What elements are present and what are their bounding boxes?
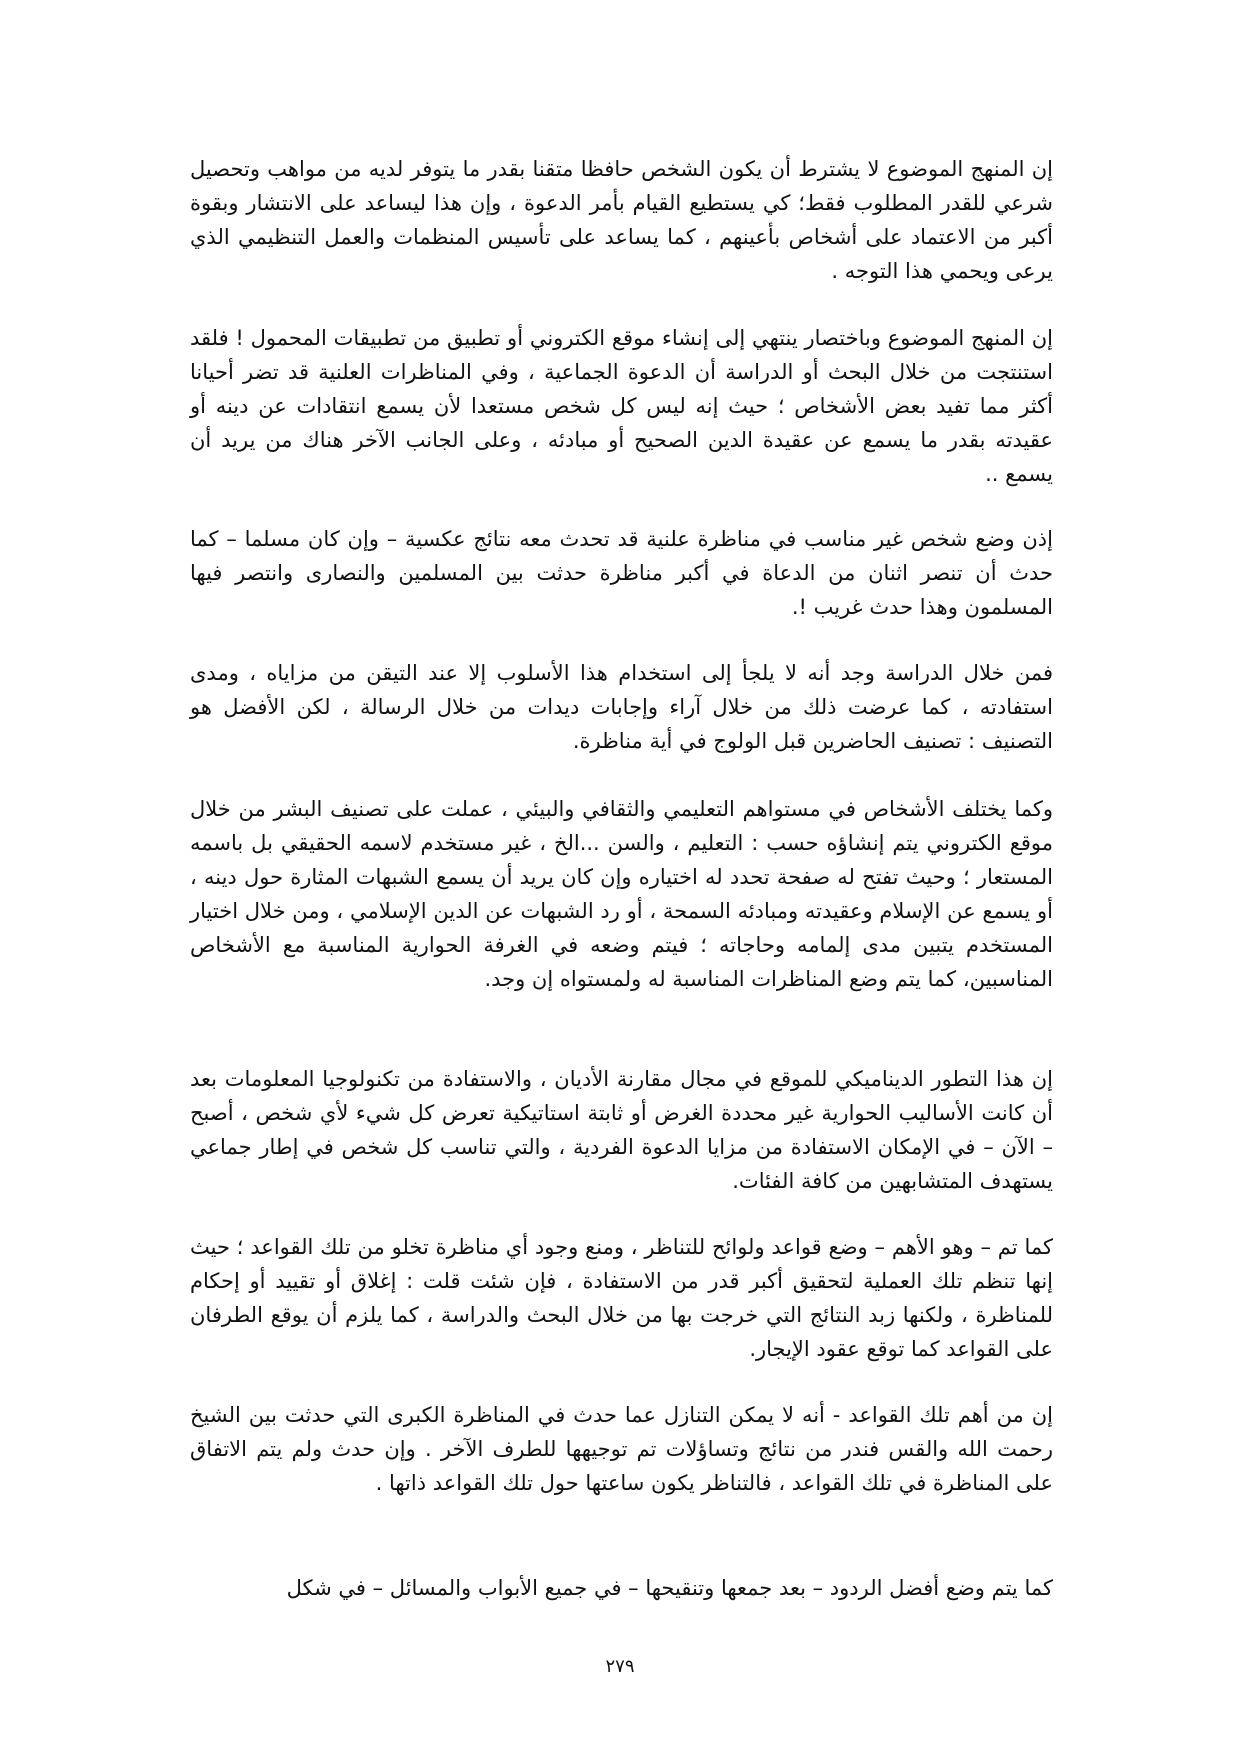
- paragraph: وكما يختلف الأشخاص في مستواهم التعليمي والثقافي والبيئي ، عملت على تصنيف البشر من خلال موقع الكتروني يتم إنشاؤه حسب : التعليم ، والسن ...الخ ، غير مستخدم لاسمه الحقيقي بل باسمه المستعار ؛ وحيث تفتح له صفحة تحدد له اختياره وإن كان يريد أن يسمع الشبهات المثارة حول دينه ، أو يسمع عن الإسلام وعقيدته ومبادئه السمحة ، أو رد الشبهات عن الدين الإسلامي ، ومن خلال اختيار المستخدم يتبين مدى إلمامه وحاجاته ؛ فيتم وضعه في الغرفة الحوارية المناسبة مع الأشخاص المناسبين، كما يتم وضع المناظرات المناسبة له ولمستواه إن وجد.: [190, 797, 1053, 991]
- paragraph: إن المنهج الموضوع وباختصار ينتهي إلى إنشاء موقع الكتروني أو تطبيق من تطبيقات المحمول ! فلقد استنتجت من خلال البحث أو الدراسة أن الدعوة الجماعية ، وفي المناظرات العلنية قد تضر أحيانا أكثر مما تفيد بعض الأشخاص ؛ حيث إنه ليس كل شخص مستعدا لأن يسمع انتقادات عن دينه أو عقيدته بقدر ما يسمع عن عقيدة الدين الصحيح أو مبادئه ، وعلى الجانب الآخر هناك من يريد أن يسمع ..: [190, 326, 1053, 486]
- paragraph: إن هذا التطور الديناميكي للموقع في مجال مقارنة الأديان ، والاستفادة من تكنولوجيا المعلومات بعد أن كانت الأساليب الحوارية غير محددة الغرض أو ثابتة استاتيكية تعرض كل شيء لأي شخص ، أصبح – الآن – في الإمكان الاستفادة من مزايا الدعوة الفردية ، والتي تناسب كل شخص في إطار جماعي يستهدف المتشابهين من كافة الفئات.: [190, 1067, 1053, 1193]
- paragraph: إن المنهج الموضوع لا يشترط أن يكون الشخص حافظا متقنا بقدر ما يتوفر لديه من مواهب وتحصيل شرعي للقدر المطلوب فقط؛ كي يستطيع القيام بأمر الدعوة ، وإن هذا ليساعد على الانتشار وبقوة أكبر من الاعتماد على أشخاص بأعينهم ، كما يساعد على تأسيس المنظمات والعمل التنظيمي الذي يرعى ويحمي هذا التوجه .: [190, 157, 1053, 283]
- paragraph: كما تم – وهو الأهم – وضع قواعد ولوائح للتناظر ، ومنع وجود أي مناظرة تخلو من تلك القواعد ؛ حيث إنها تنظم تلك العملية لتحقيق أكبر قدر من الاستفادة ، فإن شئت قلت : إغلاق أو تقييد أو إحكام للمناظرة ، ولكنها زبد النتائج التي خرجت بها من خلال البحث والدراسة ، كما يلزم أن يوقع الطرفان على القواعد كما توقع عقود الإيجار.: [190, 1235, 1053, 1361]
- paragraph: فمن خلال الدراسة وجد أنه لا يلجأ إلى استخدام هذا الأسلوب إلا عند التيقن من مزاياه ، ومدى استفادته ، كما عرضت ذلك من خلال آراء وإجابات ديدات من خلال الرسالة ، لكن الأفضل هو التصنيف : تصنيف الحاضرين قبل الولوج في أية مناظرة.: [190, 661, 1053, 753]
- paragraph: إن من أهم تلك القواعد - أنه لا يمكن التنازل عما حدث في المناظرة الكبرى التي حدثت بين الشيخ رحمت الله والقس فندر من نتائج وتساؤلات تم توجيهها للطرف الآخر . وإن حدث ولم يتم الاتفاق على المناظرة في تلك القواعد ، فالتناظر يكون ساعتها حول تلك القواعد ذاتها .: [190, 1403, 1053, 1495]
- paragraph: إذن وضع شخص غير مناسب في مناظرة علنية قد تحدث معه نتائج عكسية – وإن كان مسلما – كما حدث أن تنصر اثنان من الدعاة في أكبر مناظرة حدثت بين المسلمين والنصارى وانتصر فيها المسلمون وهذا حدث غريب !.: [190, 527, 1053, 619]
- page-number: ٢٧٩: [605, 1656, 635, 1677]
- paragraph: كما يتم وضع أفضل الردود – بعد جمعها وتنقيحها – في جميع الأبواب والمسائل – في شكل: [286, 1576, 1053, 1600]
